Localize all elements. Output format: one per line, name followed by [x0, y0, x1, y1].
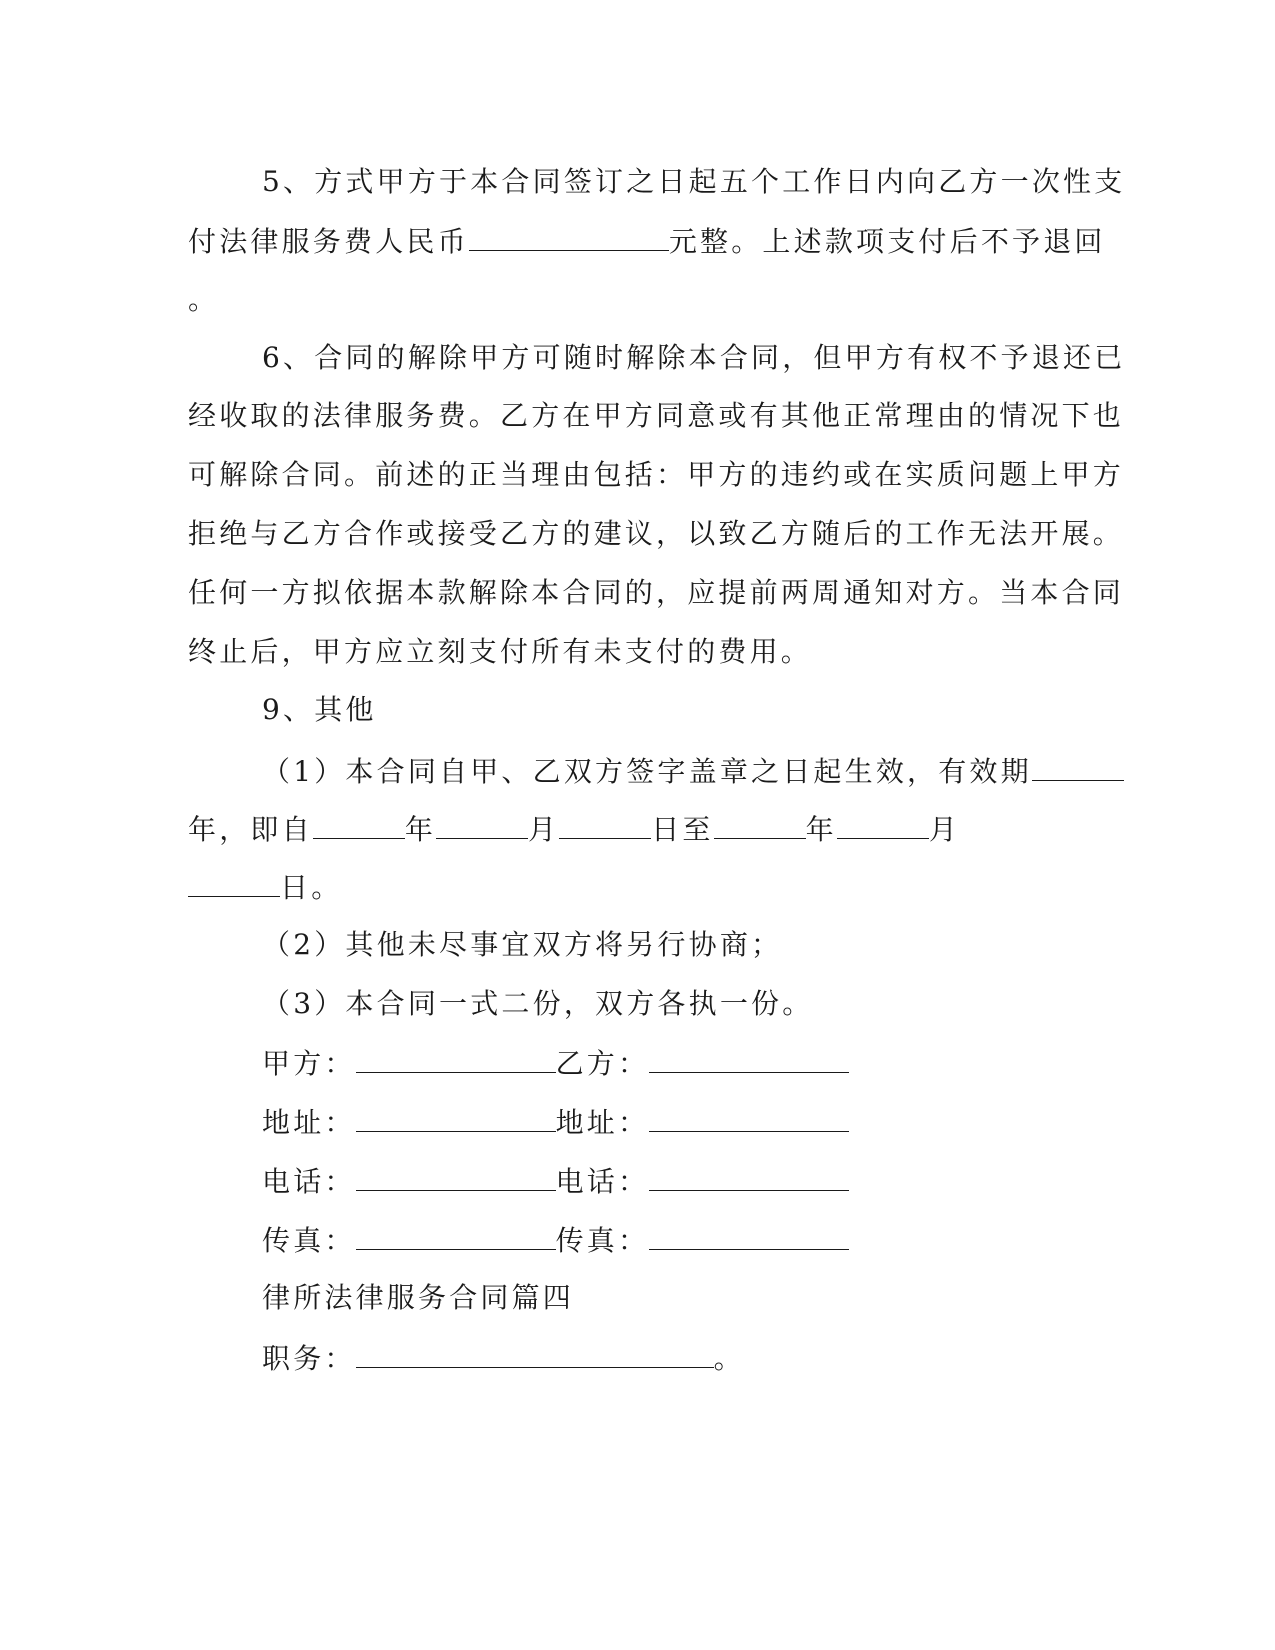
position-blank: [356, 1337, 714, 1368]
end-day-blank: [188, 866, 280, 897]
start-month-blank: [436, 808, 528, 839]
fee-amount-blank: [469, 220, 669, 251]
clause6-text-1: 6、合同的解除甲方可随时解除本合同，但甲方有权不予退还已: [262, 341, 1126, 374]
address-b-label: 地址：: [555, 1106, 650, 1139]
start-year-blank: [313, 808, 405, 839]
clause5-text-1: 5、方式甲方于本合同签订之日起五个工作日内向乙方一次性支: [262, 165, 1126, 198]
start-day-blank: [559, 808, 651, 839]
clause6-line5: [188, 573, 1124, 613]
party-b-blank: [649, 1042, 849, 1073]
clause6-line3: [188, 455, 1124, 495]
date-text-c: 月: [528, 813, 560, 846]
clause9-item1-line2: [188, 808, 960, 848]
clause5-text-2-post: 元整。上述款项支付后不予退回: [668, 225, 1106, 258]
clause9-item2: [262, 925, 782, 965]
signature-row-party: [262, 1042, 849, 1082]
clause5-text-3: 。: [188, 283, 220, 316]
signature-row-phone: [262, 1160, 849, 1200]
clause9-item2-text: （2）其他未尽事宜双方将另行协商；: [262, 928, 783, 961]
date-text-b: 年: [404, 813, 437, 846]
clause5-line2: [188, 220, 1106, 260]
section-title-text: 律所法律服务合同篇四: [262, 1281, 575, 1314]
position-end: 。: [713, 1342, 745, 1375]
clause6-text-2: 经收取的法律服务费。乙方在甲方同意或有其他正常理由的情况下也: [188, 399, 1125, 432]
clause9-item1-text: （1）本合同自甲、乙双方签字盖章之日起生效，有效期: [262, 755, 1032, 788]
fax-a-label: 传真：: [262, 1224, 356, 1257]
clause9-item3-text: （3）本合同一式二份，双方各执一份。: [262, 987, 814, 1020]
position-row: [262, 1337, 745, 1377]
phone-b-label: 电话：: [555, 1165, 650, 1198]
phone-a-blank: [356, 1160, 556, 1191]
clause6-line6: [188, 632, 812, 672]
address-a-blank: [356, 1101, 556, 1132]
signature-row-address: [262, 1101, 849, 1141]
fax-a-blank: [356, 1219, 556, 1250]
end-month-blank: [837, 808, 929, 839]
clause6-line1: [262, 338, 1125, 378]
date-text-g: 日。: [280, 871, 343, 904]
party-a-label: 甲方：: [262, 1047, 356, 1080]
clause5-line1: [262, 162, 1125, 202]
clause6-text-3: 可解除合同。前述的正当理由包括：甲方的违约或在实质问题上甲方: [188, 458, 1125, 491]
clause9-heading: [262, 690, 377, 730]
position-label: 职务：: [262, 1342, 356, 1375]
party-a-blank: [356, 1042, 556, 1073]
clause6-text-6: 终止后，甲方应立刻支付所有未支付的费用。: [188, 635, 813, 668]
address-a-label: 地址：: [262, 1106, 356, 1139]
date-text-d: 日至: [651, 813, 714, 846]
clause6-line2: [188, 396, 1124, 436]
fax-b-blank: [649, 1219, 849, 1250]
end-year-blank: [714, 808, 806, 839]
clause6-text-4: 拒绝与乙方合作或接受乙方的建议，以致乙方随后的工作无法开展。: [188, 517, 1125, 550]
signature-row-fax: [262, 1219, 849, 1259]
phone-a-label: 电话：: [262, 1165, 356, 1198]
validity-years-blank: [1032, 750, 1124, 781]
clause9-item3: [262, 984, 813, 1024]
clause9-heading-text: 9、其他: [262, 693, 377, 726]
clause9-item1-line1: [262, 750, 1124, 790]
clause9-item1-line3: [188, 866, 342, 906]
clause5-line3: [188, 280, 219, 320]
date-text-a: 年，即自: [188, 813, 313, 846]
date-text-f: 月: [928, 813, 961, 846]
address-b-blank: [649, 1101, 849, 1132]
section-title: [262, 1278, 574, 1318]
party-b-label: 乙方：: [555, 1047, 650, 1080]
phone-b-blank: [649, 1160, 849, 1191]
date-text-e: 年: [805, 813, 837, 846]
clause6-line4: [188, 514, 1124, 554]
clause6-text-5: 任何一方拟依据本款解除本合同的，应提前两周通知对方。当本合同: [188, 576, 1125, 609]
fax-b-label: 传真：: [555, 1224, 650, 1257]
clause5-text-2-pre: 付法律服务费人民币: [188, 225, 469, 258]
